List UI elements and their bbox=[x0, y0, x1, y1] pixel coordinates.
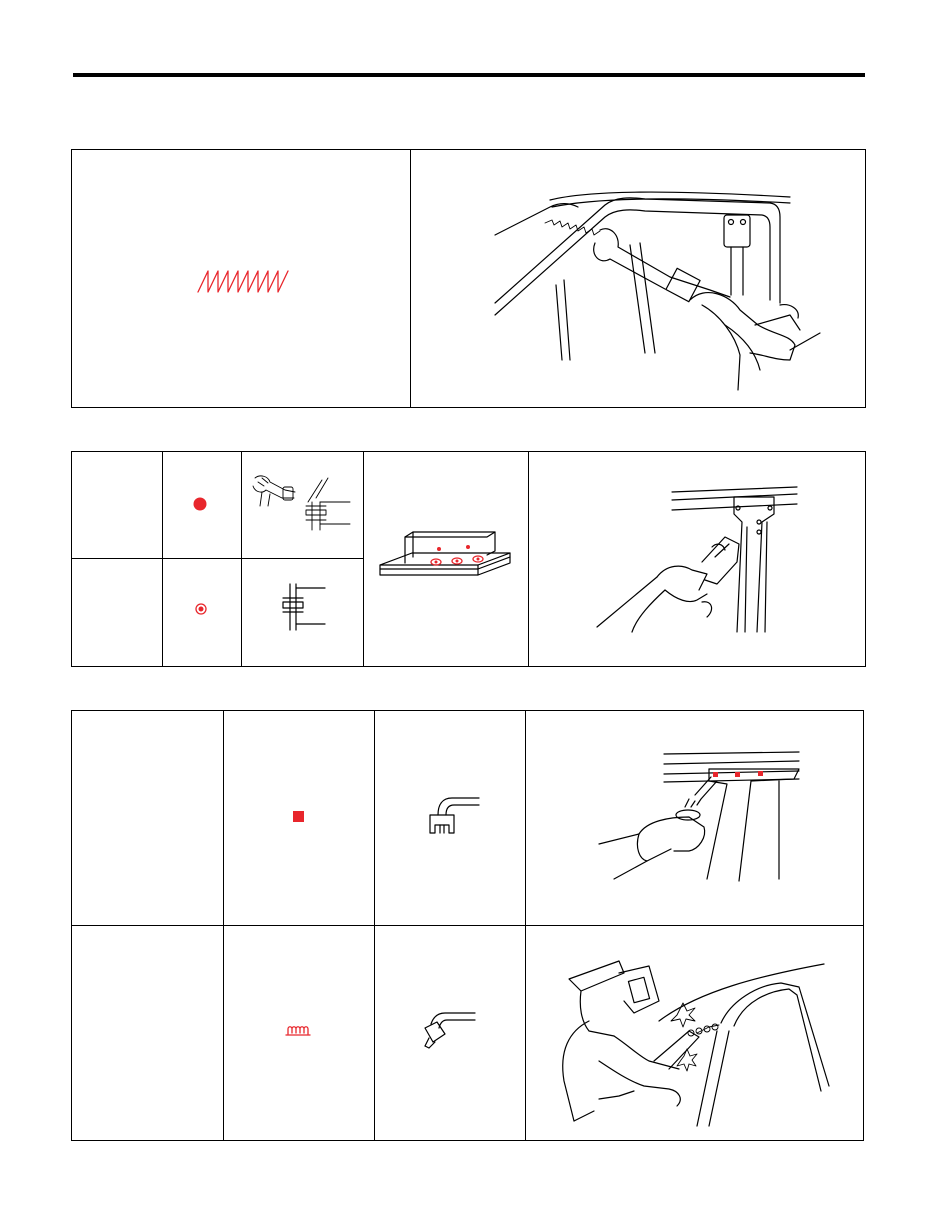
spot-welding-pillar-illustration bbox=[597, 482, 802, 637]
row-divider-mig bbox=[72, 925, 863, 926]
solid-red-dot-icon bbox=[193, 497, 207, 511]
plug-weld-torch-nozzle-icon bbox=[424, 793, 484, 837]
plug-welding-pillar-illustration bbox=[599, 749, 809, 889]
row-divider bbox=[72, 558, 363, 559]
welder-with-mask-seam-welding-illustration bbox=[559, 961, 829, 1126]
header-rule bbox=[73, 73, 865, 77]
spot-weld-clamp-icon bbox=[280, 582, 330, 632]
spot-welder-gun-and-clamp-icon bbox=[250, 472, 355, 537]
zigzag-cut-symbol-icon bbox=[196, 268, 296, 298]
col-divider-1 bbox=[162, 452, 163, 666]
spot-welding-section bbox=[71, 451, 866, 667]
col-divider-4 bbox=[528, 452, 529, 666]
mig-welding-section bbox=[71, 710, 864, 1141]
col-divider-2 bbox=[241, 452, 242, 666]
red-ring-dot-icon bbox=[194, 602, 208, 616]
red-square-plug-weld-icon bbox=[293, 811, 304, 822]
mig-torch-nozzle-icon bbox=[417, 1008, 479, 1054]
cutting-divider bbox=[410, 150, 411, 407]
t-joint-spot-weld-diagram bbox=[377, 527, 512, 587]
air-saw-cutting-pillar-illustration bbox=[490, 185, 790, 390]
red-loop-seam-weld-icon bbox=[286, 1024, 312, 1036]
cutting-section bbox=[71, 149, 866, 408]
col-divider-3 bbox=[363, 452, 364, 666]
